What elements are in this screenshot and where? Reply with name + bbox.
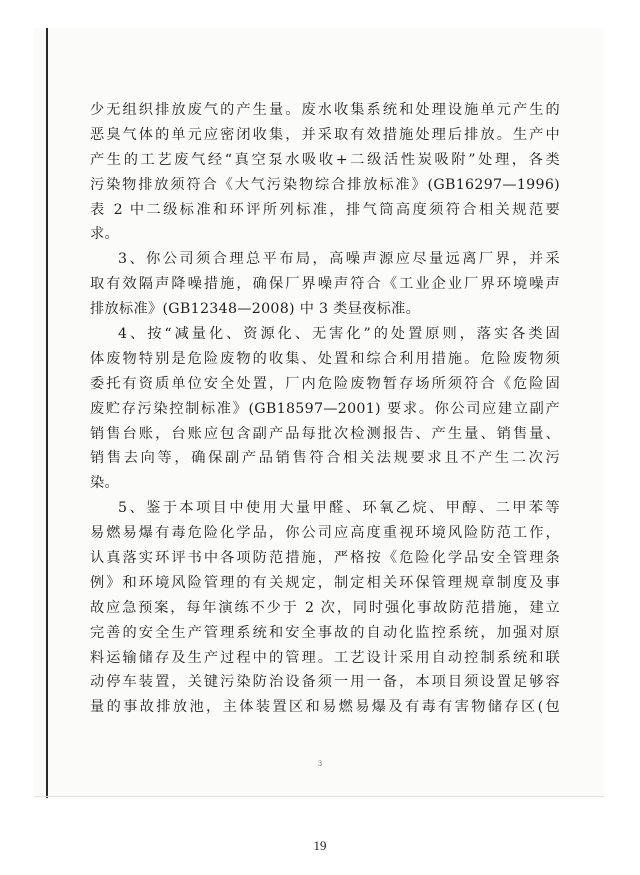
text-line: 料运输储存及生产过程中的管理。工艺设计采用自动控制系统和联: [90, 649, 560, 666]
scan-left-edge: [46, 28, 48, 798]
text-line: 3、你公司须合理总平布局，高噪声源应尽量远离厂界，并采: [118, 251, 560, 268]
text-line: 少无组织排放废气的产生量。废水收集系统和处理设施单元产生的: [90, 102, 560, 118]
text-line: 排放标准》(GB12348—2008) 中 3 类昼夜标准。: [90, 301, 421, 318]
text-line: 取有效隔声降噪措施，确保厂界噪声符合《工业企业厂界环境噪声: [90, 276, 560, 293]
text-line: 恶臭气体的单元应密闭收集，并采取有效措施处理后排放。生产中: [90, 126, 560, 143]
text-line: 废贮存污染控制标准》(GB18597—2001) 要求。你公司应建立副产: [90, 400, 560, 417]
text-line: 染。: [90, 475, 119, 492]
text-line: 污染物排放须符合《大气污染物综合排放标准》(GB16297—1996): [90, 176, 560, 193]
scan-page-number: 3: [317, 760, 323, 768]
scan-bottom-edge: [34, 796, 604, 797]
text-line: 体废物特别是危险废物的收集、处置和综合利用措施。危险废物须: [90, 350, 560, 367]
text-line: 委托有资质单位安全处置，厂内危险废物暂存场所须符合《危险固: [90, 375, 560, 392]
text-line: 完善的安全生产管理系统和安全事故的自动化监控系统，加强对原: [90, 624, 560, 641]
text-line: 求。: [90, 226, 119, 243]
text-line: 动停车装置，关键污染防治设备须一用一备，本项目须设置足够容: [90, 674, 560, 691]
text-line: 故应急预案，每年演练不少于 2 次，同时强化事故防范措施，建立: [90, 599, 560, 616]
text-line: 表 2 中二级标准和环评所列标准，排气筒高度须符合相关规范要: [90, 201, 560, 218]
text-line: 4、按“减量化、资源化、无害化”的处置原则，落实各类固: [118, 326, 560, 343]
text-line: 销售去向等，确保副产品销售符合相关法规要求且不产生二次污: [90, 450, 560, 467]
text-line: 例》和环境风险管理的有关规定，制定相关环保管理规章制度及事: [90, 574, 560, 591]
text-line: 量的事故排放池，主体装置区和易燃易爆及有毒有害物储存区(包: [90, 699, 560, 716]
text-line: 易燃易爆有毒危险化学品，你公司应高度重视环境风险防范工作，: [90, 525, 560, 542]
text-line: 产生的工艺废气经“真空泵水吸收+二级活性炭吸附”处理，各类: [90, 151, 560, 168]
text-line: 5、鉴于本项目中使用大量甲醛、环氧乙烷、甲醇、二甲苯等: [118, 500, 560, 517]
page-number: 19: [313, 838, 327, 853]
text-line: 认真落实环评书中各项防范措施，严格按《危险化学品安全管理条: [90, 550, 560, 567]
document-body: [90, 99, 560, 721]
text-line: 销售台账，台账应包含副产品每批次检测报告、产生量、销售量、: [90, 425, 560, 442]
